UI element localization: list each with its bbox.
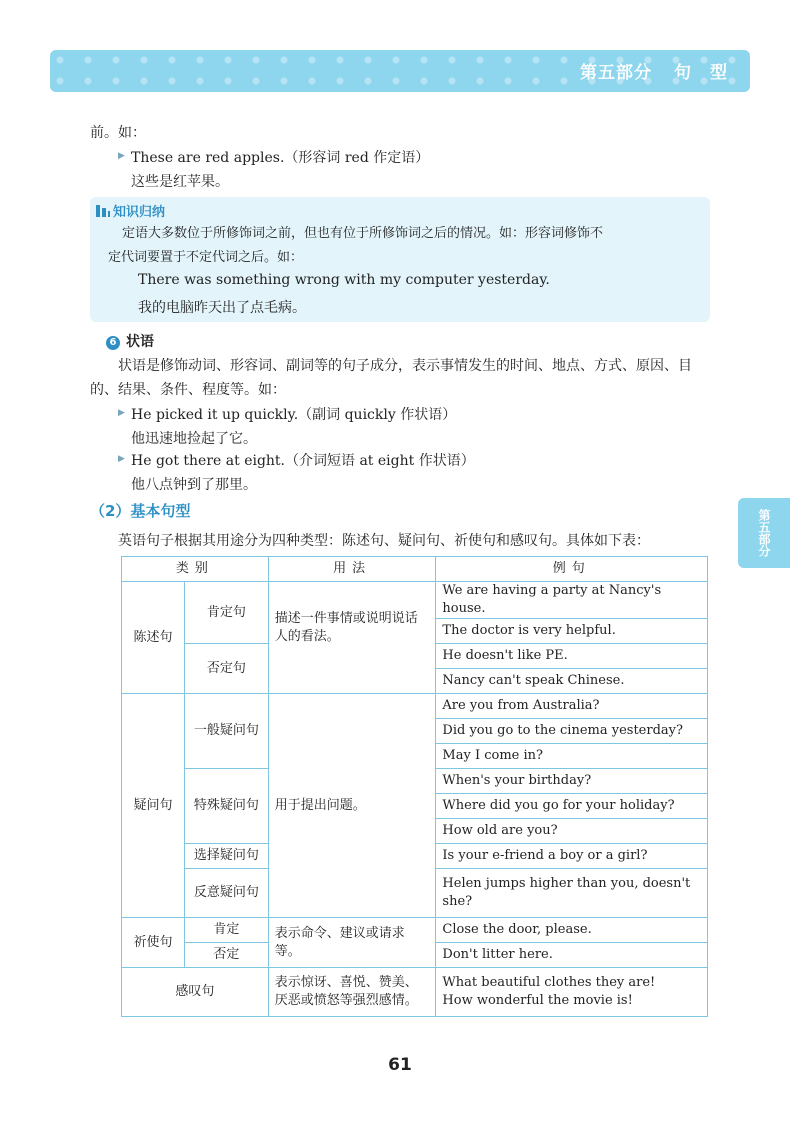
- interrogative-tag: 反意疑问句: [184, 869, 268, 918]
- example-cell: Nancy can't speak Chinese.: [436, 669, 708, 694]
- knowledge-line1: 定语大多数位于所修饰词之前，但也有位于所修饰词之后的情况。如：形容词修饰不: [122, 226, 604, 241]
- knowledge-label-text: 知识归纳: [113, 205, 166, 220]
- page-header: [50, 50, 750, 92]
- bullet-icon: ▶: [118, 151, 125, 161]
- number-badge: 6: [106, 336, 120, 350]
- declarative-positive: 肯定句: [184, 582, 268, 644]
- bullet-icon: ▶: [118, 454, 125, 464]
- intro-example-en: These are red apples.（形容词 red 作定语）: [131, 150, 430, 166]
- example-cell: Is your e-friend a boy or a girl?: [436, 844, 708, 869]
- exclamatory-usage: 表示惊讶、喜悦、赞美、厌恶或愤怒等强烈感情。: [268, 968, 436, 1017]
- imperative-name: 祈使句: [122, 918, 185, 968]
- knowledge-label: [96, 201, 165, 220]
- declarative-usage: 描述一件事情或说明说话人的看法。: [268, 582, 436, 694]
- side-tab-label: 第五部分: [757, 509, 771, 557]
- knowledge-example-cn: 我的电脑昨天出了点毛病。: [138, 300, 306, 316]
- example-cell: Don't litter here.: [436, 943, 708, 968]
- exclamatory-name: 感叹句: [122, 968, 269, 1017]
- interrogative-name: 疑问句: [122, 694, 185, 918]
- table-row: [122, 694, 708, 719]
- intro-continuation: 前。如：: [90, 125, 146, 141]
- knowledge-example-en: There was something wrong with my computer yesterday.: [138, 272, 550, 288]
- basic-intro: 英语句子根据其用途分为四种类型：陈述句、疑问句、祈使句和感叹句。具体如下表：: [118, 533, 650, 549]
- table-row: [122, 918, 708, 943]
- bar-chart-icon: [96, 205, 110, 217]
- header-title: [580, 58, 728, 83]
- adverbial-ex2-en: He got there at eight.（介词短语 at eight 作状语）: [131, 453, 475, 469]
- interrogative-general: 一般疑问句: [184, 694, 268, 769]
- example-cell: Helen jumps higher than you, doesn't she?: [436, 869, 708, 918]
- example-cell: How old are you?: [436, 819, 708, 844]
- basic-sentence-heading: （2）基本句型: [90, 502, 191, 520]
- header-part: 第五部分: [580, 63, 652, 83]
- imperative-usage: 表示命令、建议或请求等。: [268, 918, 436, 968]
- knowledge-line2: 定代词要置于不定代词之后。如：: [108, 250, 304, 265]
- example-cell: He doesn't like PE.: [436, 644, 708, 669]
- adverbial-title-text: 状语: [126, 334, 154, 350]
- example-line: How wonderful the movie is!: [442, 993, 633, 1008]
- exclamatory-examples: [436, 968, 708, 1017]
- header-example: 例句: [436, 557, 708, 582]
- example-cell: Did you go to the cinema yesterday?: [436, 719, 708, 744]
- header-topic: 句 型: [674, 63, 728, 83]
- table-header-row: [122, 557, 708, 582]
- adverbial-ex1-en: He picked it up quickly.（副词 quickly 作状语）: [131, 407, 457, 423]
- header-usage: 用法: [268, 557, 436, 582]
- adverbial-title: [106, 331, 154, 351]
- header-category: 类别: [122, 557, 269, 582]
- imperative-negative: 否定: [184, 943, 268, 968]
- example-cell: We are having a party at Nancy's house.: [436, 582, 708, 619]
- example-cell: When's your birthday?: [436, 769, 708, 794]
- declarative-name: 陈述句: [122, 582, 185, 694]
- example-cell: The doctor is very helpful.: [436, 619, 708, 644]
- example-line: What beautiful clothes they are!: [442, 975, 656, 990]
- adverbial-ex1-cn: 他迅速地捡起了它。: [131, 431, 257, 447]
- table-row: [122, 582, 708, 619]
- imperative-positive: 肯定: [184, 918, 268, 943]
- interrogative-alternative: 选择疑问句: [184, 844, 268, 869]
- example-cell: Where did you go for your holiday?: [436, 794, 708, 819]
- intro-example-cn: 这些是红苹果。: [131, 174, 229, 190]
- interrogative-usage: 用于提出问题。: [268, 694, 436, 918]
- bullet-icon: ▶: [118, 408, 125, 418]
- adverbial-ex2-cn: 他八点钟到了那里。: [131, 477, 257, 493]
- example-cell: Close the door, please.: [436, 918, 708, 943]
- table-row: [122, 968, 708, 1017]
- example-cell: May I come in?: [436, 744, 708, 769]
- sentence-type-table: [121, 556, 708, 1017]
- declarative-negative: 否定句: [184, 644, 268, 694]
- example-cell: Are you from Australia?: [436, 694, 708, 719]
- adverbial-desc1: 状语是修饰动词、形容词、副词等的句子成分，表示事情发生的时间、地点、方式、原因、目: [118, 358, 692, 374]
- interrogative-special: 特殊疑问句: [184, 769, 268, 844]
- side-tab: [738, 498, 790, 568]
- page-number: 61: [388, 1055, 412, 1075]
- adverbial-desc2: 的、结果、条件、程度等。如：: [90, 382, 286, 398]
